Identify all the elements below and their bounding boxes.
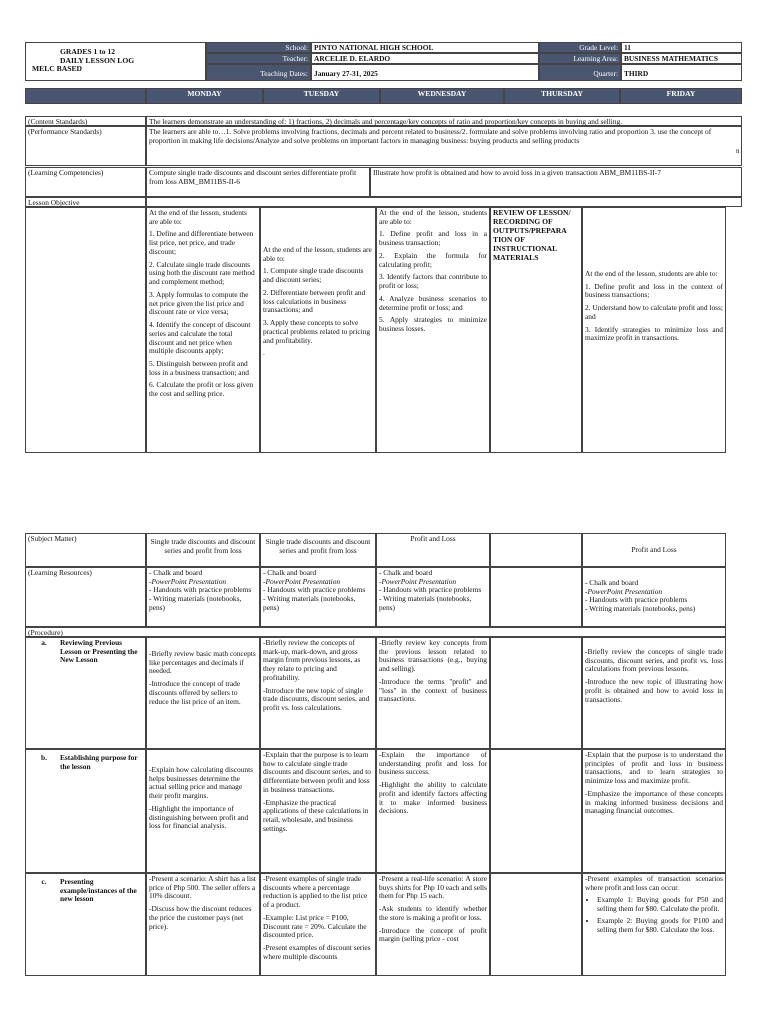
proc-a-thursday	[490, 637, 582, 749]
b-wed-0: -Explain the importance of understanding profit and loss for business success.	[379, 750, 487, 777]
proc-c-friday	[582, 873, 726, 976]
subject-friday: Profit and Loss	[582, 533, 726, 567]
resources-tuesday	[260, 567, 376, 627]
c-fri-bullets	[597, 896, 723, 934]
quarter-value: THIRD	[621, 64, 742, 81]
obj-fri-1: 1. Define profit and loss in the context of business transactions;	[585, 281, 723, 300]
subject-monday: Single trade discounts and discount series and profit from loss	[146, 533, 260, 567]
obj-wed-5: 5. Apply strategies to minimize business losses.	[379, 315, 487, 334]
content-standards-text: The learners demonstrate an understanding of: 1) fractions, 2) decimals and percentage/key concepts of ratio and proportion/key concepts in buying and selling.	[146, 116, 742, 126]
objective-monday	[146, 207, 260, 453]
a-tue-0: -Briefly review the concepts of mark-up, mark-down, and gross margin from previous lessons, as they relate to pricing and profitability.	[263, 638, 361, 682]
proc-a-text: Reviewing Previous Lesson or Presenting the New Lesson	[60, 638, 138, 665]
quarter-label: Quarter:	[539, 64, 621, 81]
b-mon-1: -Highlight the importance of distinguishing between profit and loss for financial analysis.	[149, 803, 249, 831]
resources-label: (Learning Resources)	[25, 567, 146, 627]
res-fri-1: -PowerPoint Presentation	[585, 586, 663, 596]
c-wed-2: -Introduce the concept of profit margin (selling price - cost	[379, 925, 487, 944]
b-fri-1: -Emphasize the importance of these concepts in making informed business decisions and managing financial outcomes.	[585, 788, 723, 816]
resources-thursday	[490, 567, 582, 627]
b-mon-0: -Explain how calculating discounts helps businesses determine the actual selling price and manage their profit margins.	[149, 765, 254, 801]
proc-b-monday	[146, 749, 260, 873]
header-title-block	[25, 42, 206, 81]
area-label: Learning Area:	[539, 53, 621, 64]
content-standards-label: (Content Standards)	[25, 116, 146, 126]
a-fri-1: -Introduce the new topic of illustrating how profit is obtained and how to avoid loss in transactions.	[585, 677, 723, 704]
subject-tuesday: Single trade discounts and discount series and profit from loss	[260, 533, 376, 567]
proc-c-monday	[146, 873, 260, 976]
c-fri-intro: -Present examples of transaction scenarios where profit and loss can occur.	[585, 874, 723, 892]
proc-c-wednesday	[376, 873, 490, 976]
b-wed-1: -Highlight the ability to calculate profit and identify factors affecting it to make informed business decisions.	[379, 780, 487, 816]
obj-mon-1: 1. Define and differentiate between list price, net price, and trade discount;	[149, 229, 254, 256]
proc-b-thursday	[490, 749, 582, 873]
res-wed-1: -PowerPoint Presentation	[379, 576, 457, 586]
proc-c-thursday	[490, 873, 582, 976]
header-title-line-1: GRADES 1 to 12	[60, 47, 116, 56]
res-fri-0: - Chalk and board	[585, 578, 639, 587]
competencies-left: Compute single trade discounts and discount series differentiate profit from loss ABM_BM11BS-II-6	[146, 167, 370, 197]
proc-a-wednesday	[376, 637, 490, 749]
subject-matter-label: (Subject Matter)	[25, 533, 146, 567]
objective-thursday: REVIEW OF LESSON/ RECORDING OF OUTPUTS/PREPARA TION OF INSTRUCTIONAL MATERIALS	[490, 207, 582, 453]
res-fri-3: - Writing materials (notebooks, pens)	[585, 604, 696, 614]
proc-b-friday	[582, 749, 726, 873]
lesson-objective-spacer	[146, 197, 742, 207]
res-mon-3: - Writing materials (notebooks, pens)	[149, 594, 242, 612]
obj-wed-2: 2. Explain the formula for calculating profit;	[379, 250, 487, 269]
proc-c-label	[25, 873, 146, 976]
day-header-thursday: THURSDAY	[504, 88, 620, 104]
c-tue-1: -Example: List price = P100, Discount rate = 20%. Calculate the discounted price.	[263, 912, 367, 940]
proc-b-wednesday	[376, 749, 490, 873]
proc-c-tuesday	[260, 873, 376, 976]
day-header-monday: MONDAY	[146, 88, 263, 104]
obj-tue-4: .	[263, 348, 265, 358]
performance-stray-mark: n	[736, 147, 740, 155]
obj-mon-5: 5. Distinguish between profit and loss in a business transaction; and	[149, 359, 249, 377]
a-fri-0: -Briefly review the concepts of single trade discounts, discount series, and profit vs. loss calculations from previous lessons.	[585, 647, 723, 674]
header-title-line-3: MELC BASED	[32, 64, 83, 74]
c-mon-1: -Discuss how the discount reduces the price the customer pays (net price).	[149, 904, 252, 931]
obj-tue-3: 3. Apply these concepts to solve practical problems related to pricing and profitability.	[263, 318, 371, 345]
lesson-objective-label: Lesson Objective	[25, 197, 146, 207]
competencies-right: Illustrate how profit is obtained and how to avoid loss in a given transaction ABM_BM11BS-II-7	[370, 167, 742, 197]
b-tue-1: -Emphasize the practical applications of these calculations in retail, wholesale, and business settings.	[263, 797, 369, 833]
res-mon-2: - Handouts with practice problems	[149, 585, 252, 595]
subject-wednesday: Profit and Loss	[376, 533, 490, 567]
res-tue-3: - Writing materials (notebooks, pens)	[263, 594, 356, 612]
res-tue-2: - Handouts with practice problems	[263, 585, 366, 595]
a-wed-0: -Briefly review key concepts from the previous lesson related to business transactions (e.g., buying and selling).	[379, 638, 487, 674]
resources-wednesday	[376, 567, 490, 627]
day-header-friday: FRIDAY	[620, 88, 742, 104]
resources-monday	[146, 567, 260, 627]
proc-a-monday	[146, 637, 260, 749]
competencies-label: (Learning Competencies)	[25, 167, 146, 197]
objective-tuesday	[260, 207, 376, 453]
res-wed-0: - Chalk and board	[379, 568, 433, 577]
obj-wed-0: At the end of the lesson, students are able to:	[379, 208, 487, 226]
resources-friday	[582, 567, 726, 627]
res-wed-2: - Handouts with practice problems	[379, 585, 482, 595]
res-mon-0: - Chalk and board	[149, 568, 203, 577]
proc-a-letter: a.	[41, 638, 47, 647]
school-label: School:	[206, 42, 311, 53]
obj-fri-3: 3. Identify strategies to minimize loss and maximize profit in transactions.	[585, 324, 723, 343]
proc-a-tuesday	[260, 637, 376, 749]
performance-standards-text: The learners are able to…1. Solve problems involving fractions, decimals and percent related to business/2. formulate and solve problems involving ratio and proportion 3. use the concept of proportion in making life decisions/Analyze and solve problems on important factors in managing business: buying products and selling products	[146, 126, 742, 166]
obj-mon-6: 6. Calculate the profit or loss given the cost and selling price.	[149, 380, 254, 399]
res-tue-0: - Chalk and board	[263, 568, 317, 577]
obj-fri-0: At the end of the lesson, students are able to:	[585, 269, 718, 278]
b-tue-0: -Explain that the purpose is to learn how to calculate single trade discounts and discount series, and to differentiate between profit and loss in business transactions.	[263, 750, 371, 794]
obj-tue-0: At the end of the lesson, students are able to:	[263, 245, 372, 263]
res-mon-1: -PowerPoint Presentation	[149, 576, 227, 586]
objective-friday	[582, 207, 726, 453]
teacher-label: Teacher:	[206, 53, 311, 64]
proc-a-label	[25, 637, 146, 749]
proc-b-letter: b.	[41, 753, 47, 762]
day-header-blank	[25, 88, 146, 104]
res-tue-1: -PowerPoint Presentation	[263, 576, 341, 586]
proc-b-label	[25, 749, 146, 873]
obj-wed-4: 4. Analyze business scenarios to determine profit or loss; and	[379, 293, 487, 312]
obj-wed-3: 3. Identify factors that contribute to profit or loss;	[379, 272, 487, 291]
obj-tue-1: 1. Compute single trade discounts and discount series;	[263, 266, 364, 285]
obj-wed-1: 1. Define profit and loss in a business transaction;	[379, 229, 487, 248]
subject-thursday	[490, 533, 582, 567]
header-title-line-2: DAILY LESSON LOG	[60, 55, 135, 65]
c-mon-0: -Present a scenario: A shirt has a list price of Php 500. The seller offers a 10% discount.	[149, 874, 256, 901]
a-mon-1: -Introduce the concept of trade discounts offered by sellers to reduce the list price of an item.	[149, 679, 241, 706]
c-fri-bullet: • Example 2: Buying goods for P100 and selling them for $80. Calculate the loss.	[597, 917, 723, 934]
obj-tue-2: 2. Differentiate between profit and loss calculations in business transactions; and	[263, 287, 366, 315]
a-tue-1: -Introduce the new topic of single trade discounts, discount series, and profit vs. loss calculations.	[263, 685, 370, 713]
proc-c-letter: c.	[41, 877, 47, 886]
a-mon-0: -Briefly review basic math concepts like percentages and decimals if needed.	[149, 649, 256, 676]
proc-a-friday	[582, 637, 726, 749]
day-header-wednesday: WEDNESDAY	[380, 88, 504, 104]
c-tue-2: -Present examples of discount series where multiple discounts	[263, 943, 371, 961]
teacher-value: ARCELIE D. ELARDO	[311, 53, 539, 64]
c-tue-0: -Present examples of single trade discounts where a percentage reduction is applied to the list price of a product.	[263, 874, 368, 910]
c-wed-0: -Present a real-life scenario: A store buys shirts for Php 10 each and sells them for Php 15 each.	[379, 874, 487, 901]
dates-value: January 27-31, 2025	[311, 64, 539, 81]
obj-mon-0: At the end of the lesson, students are able to:	[149, 208, 247, 226]
c-wed-1: -Ask students to identify whether the store is making a profit or loss.	[379, 904, 487, 922]
res-fri-2: - Handouts with practice problems	[585, 595, 688, 605]
res-wed-3: - Writing materials (notebooks, pens)	[379, 594, 472, 612]
c-fri-bullet: • Example 1: Buying goods for P50 and selling them for $80. Calculate the profit.	[597, 896, 723, 913]
day-header-tuesday: TUESDAY	[263, 88, 380, 104]
b-fri-0: -Explain that the purpose is to understand the principles of profit and loss in business transactions, and to learn strategies to minimize loss and maximize profit.	[585, 750, 723, 786]
performance-standards-label: (Performance Standards)	[25, 126, 146, 166]
objective-wednesday	[376, 207, 490, 453]
obj-mon-4: 4. Identify the concept of discount series and calculate the total discount and net price when multiple discounts apply;	[149, 320, 251, 356]
obj-fri-2: 2. Understand how to calculate profit and loss; and	[585, 303, 723, 321]
area-value: BUSINESS MATHEMATICS	[621, 53, 742, 64]
grade-label: Grade Level:	[539, 42, 621, 53]
objective-blank	[25, 207, 146, 453]
procedure-label: (Procedure)	[25, 627, 726, 637]
grade-value: 11	[621, 42, 742, 53]
proc-b-tuesday	[260, 749, 376, 873]
proc-c-text: Presenting example/instances of the new lesson	[60, 877, 137, 904]
a-wed-1: -Introduce the terms "profit" and "loss" in the context of business transactions.	[379, 676, 487, 704]
obj-mon-2: 2. Calculate single trade discounts using both the discount rate method and complement method;	[149, 259, 255, 287]
obj-mon-3: 3. Apply formulas to compute the net price given the list price and discount rate or vice versa;	[149, 289, 249, 317]
dates-label: Teaching Dates:	[206, 64, 311, 81]
proc-b-text: Establishing purpose for the lesson	[60, 753, 138, 771]
school-value: PINTO NATIONAL HIGH SCHOOL	[311, 42, 539, 53]
